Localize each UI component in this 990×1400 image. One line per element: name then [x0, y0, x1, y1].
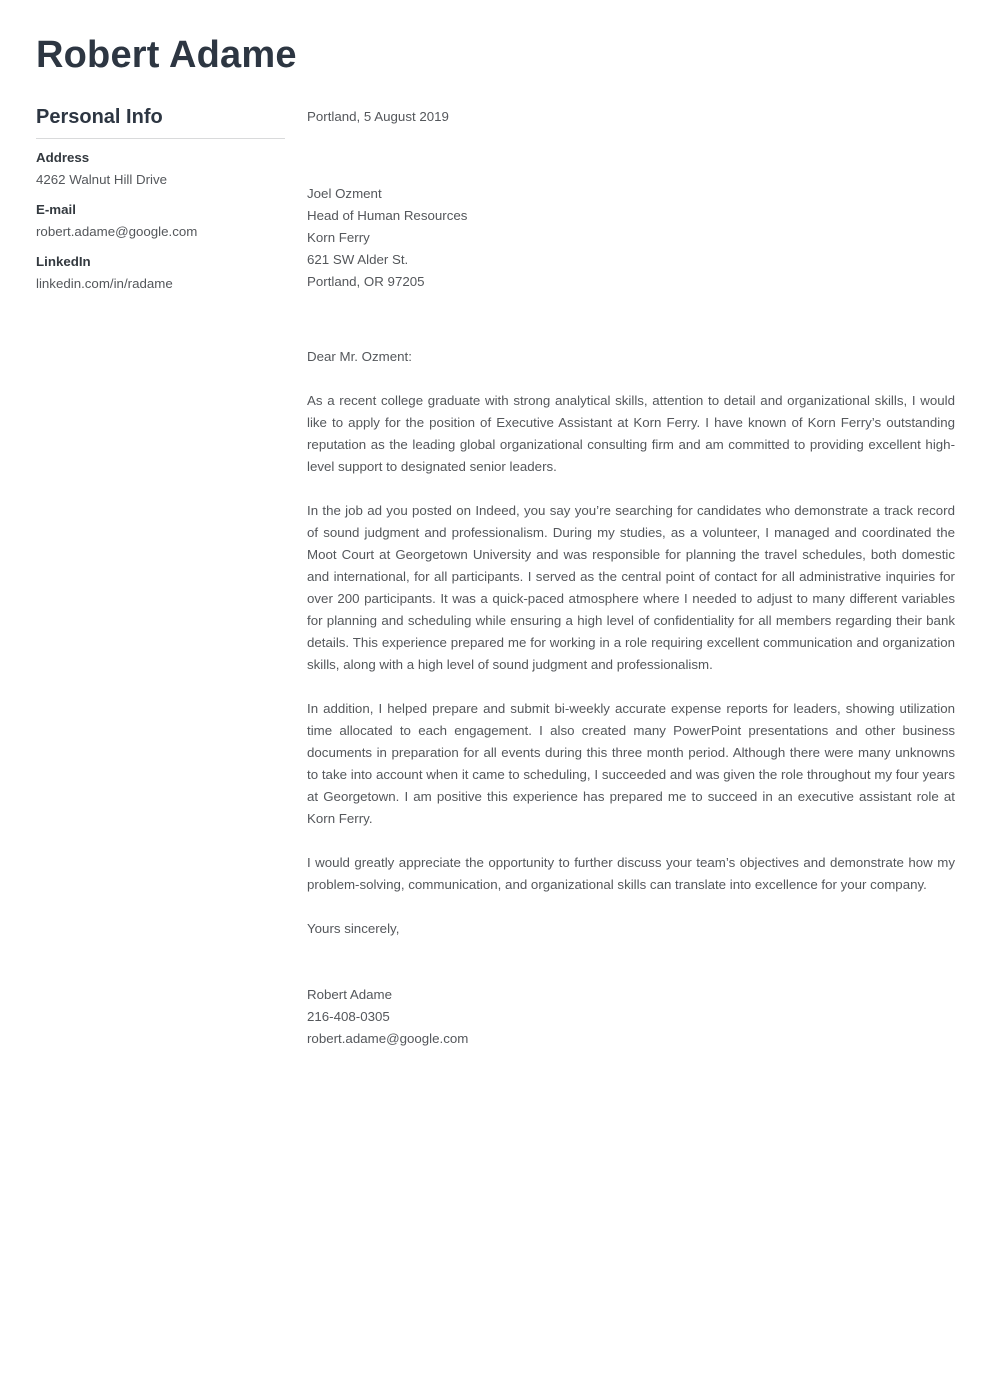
sidebar-field-address — [36, 147, 285, 191]
letter-paragraph: In the job ad you posted on Indeed, you say you’re searching for candidates who demonstrate a track record of sound judgment and professionalism. During my studies, as a volunteer, I managed and coordinated the Moot Court at Georgetown University and was responsible for planning the travel schedules, both domestic and international, for all participants. I served as the central point of contact for all administrative inquiries for over 200 participants. It was a quick-paced atmosphere where I needed to adjust to many different variables for planning and scheduling while ensuring a high level of confidentiality for all members regarding their bank details. This experience prepared me for working in a role requiring excellent communication and organization skills, along with a high level of sound judgment and professionalism. — [307, 503, 955, 672]
field-label: Address — [36, 150, 90, 165]
field-label: E-mail — [36, 202, 76, 217]
field-value: linkedin.com/in/radame — [36, 276, 173, 291]
content-columns — [36, 106, 955, 1050]
letter-body — [285, 106, 955, 1050]
recipient-title: Head of Human Resources — [307, 208, 468, 223]
sidebar-field-linkedin — [36, 251, 285, 295]
signature-name: Robert Adame — [307, 987, 393, 1002]
salutation: Dear Mr. Ozment: — [307, 349, 412, 364]
letter-paragraph: As a recent college graduate with strong analytical skills, attention to detail and organizational skills, I would like to apply for the position of Executive Assistant at Korn Ferry. I have known of Korn Ferry’s outstanding reputation as the leading global organizational consulting firm and am committed to providing excellent high-level support to designated senior leaders. — [307, 393, 955, 474]
letter-date: Portland, 5 August 2019 — [307, 109, 449, 124]
signature-email: robert.adame@google.com — [307, 1031, 469, 1046]
recipient-name: Joel Ozment — [307, 186, 382, 201]
recipient-block — [307, 183, 955, 293]
field-value: 4262 Walnut Hill Drive — [36, 172, 168, 187]
closing: Yours sincerely, — [307, 921, 400, 936]
letter-paragraph: In addition, I helped prepare and submit bi-weekly accurate expense reports for leaders, showing utilization time allocated to each engagement. I also created many PowerPoint presentations and other business documents in preparation for all events during this three month period. Although there were many unknowns to take into account when it came to scheduling, I succeeded and was given the role throughout my four years at Georgetown. I am positive this experience has prepared me to succeed in an executive assistant role at Korn Ferry. — [307, 701, 955, 826]
page-title: Robert Adame — [36, 34, 297, 76]
field-value: robert.adame@google.com — [36, 224, 198, 239]
letter-paragraph: I would greatly appreciate the opportunity to further discuss your team’s objectives and demonstrate how my problem-solving, communication, and organizational skills can translate into excellence for your company. — [307, 855, 955, 892]
sidebar-field-email — [36, 199, 285, 243]
signature-phone: 216-408-0305 — [307, 1009, 390, 1024]
signature-block — [307, 984, 955, 1050]
recipient-street: 621 SW Alder St. — [307, 252, 409, 267]
personal-info-sidebar — [36, 106, 285, 295]
field-label: LinkedIn — [36, 254, 91, 269]
recipient-company: Korn Ferry — [307, 230, 370, 245]
recipient-city: Portland, OR 97205 — [307, 274, 425, 289]
sidebar-title: Personal Info — [36, 106, 285, 139]
